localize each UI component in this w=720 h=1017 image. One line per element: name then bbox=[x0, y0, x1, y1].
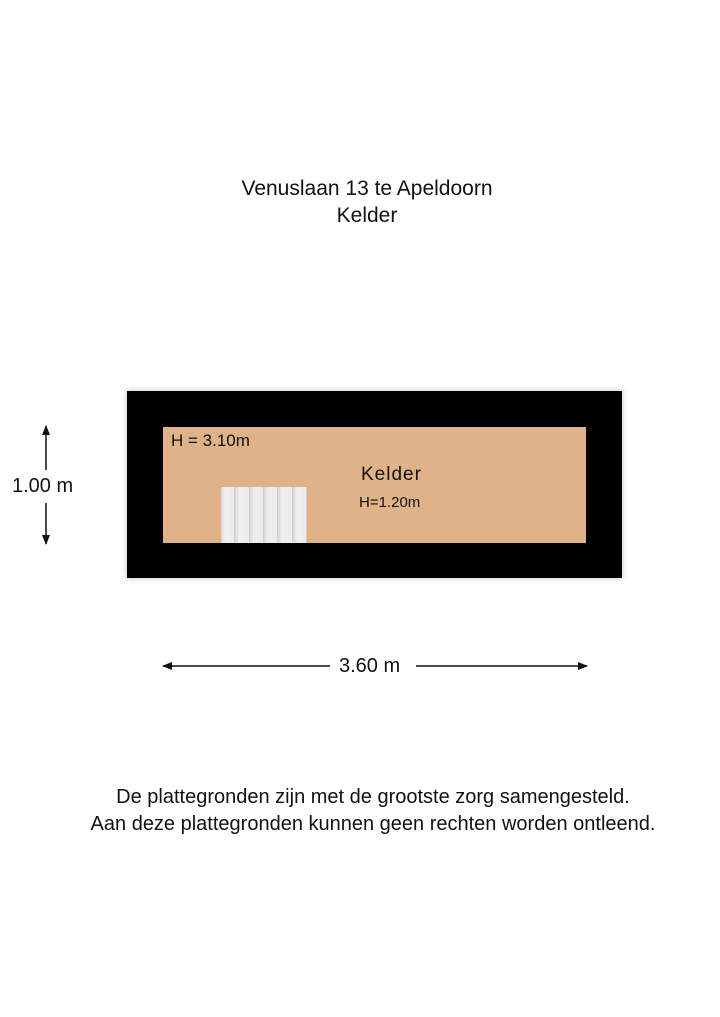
address-title: Venuslaan 13 te Apeldoorn bbox=[241, 177, 493, 200]
floor-title: Kelder bbox=[336, 204, 398, 227]
disclaimer-line-2: Aan deze plattegronden kunnen geen rechten worden ontleend. bbox=[90, 813, 656, 835]
room-height-label: H=1.20m bbox=[359, 494, 421, 511]
room-name-label: Kelder bbox=[361, 464, 422, 485]
disclaimer-line-1: De plattegronden zijn met de grootste zorg samengesteld. bbox=[116, 786, 630, 808]
floor-height-label: H = 3.10m bbox=[171, 431, 250, 450]
height-dimension-label: 1.00 m bbox=[12, 475, 74, 497]
width-dimension-label: 3.60 m bbox=[339, 655, 401, 677]
